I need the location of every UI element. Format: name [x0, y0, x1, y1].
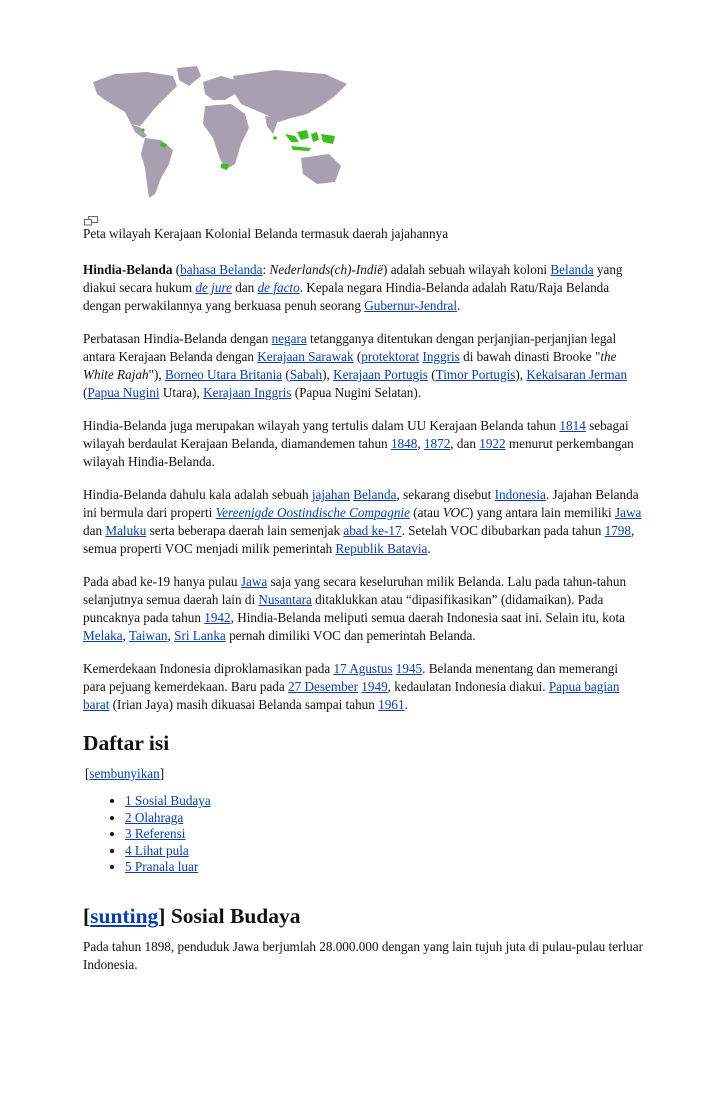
link-1961[interactable]: 1961	[378, 697, 405, 712]
link-melaka[interactable]: Melaka	[83, 628, 123, 643]
link-1922[interactable]: 1922	[479, 436, 506, 451]
toc-link-pranala-luar[interactable]: 5 Pranala luar	[125, 859, 199, 874]
link-1798[interactable]: 1798	[604, 523, 631, 538]
link-1945[interactable]: 1945	[395, 661, 423, 676]
link-belanda-2[interactable]: Belanda	[353, 487, 397, 502]
toc-hide-link[interactable]: sembunyikan	[89, 766, 160, 781]
toc-list	[83, 793, 643, 876]
toc-link-sosial-budaya[interactable]: 1 Sosial Budaya	[125, 793, 211, 808]
link-papua-nugini[interactable]: Papua Nugini	[87, 385, 160, 400]
link-indonesia[interactable]: Indonesia	[494, 487, 546, 502]
link-jajahan[interactable]: jajahan	[311, 487, 350, 502]
paragraph-law: Hindia-Belanda juga merupakan wilayah yang tertulis dalam UU Kerajaan Belanda tahun 1814 sebagai wilayah berdaulat Kerajaan Belanda, diamandemen tahun 1848, 1872, dan 1922 menurut perkembangan wilayah Hindia-Belanda.	[83, 418, 634, 469]
link-de-jure[interactable]: de jure	[195, 280, 232, 295]
link-1814[interactable]: 1814	[559, 418, 586, 433]
enlarge-icon[interactable]	[84, 216, 98, 226]
link-bahasa-belanda[interactable]: bahasa Belanda	[180, 262, 263, 277]
section-heading-sosial-budaya: [sunting] Sosial Budaya	[83, 903, 301, 928]
toc-item	[125, 793, 643, 810]
link-republik-batavia[interactable]: Republik Batavia	[335, 541, 428, 556]
toc-toggle: [sembunyikan]	[85, 766, 165, 781]
link-taiwan[interactable]: Taiwan	[128, 628, 168, 643]
toc-item	[125, 826, 643, 843]
link-1848[interactable]: 1848	[390, 436, 418, 451]
link-jawa-2[interactable]: Jawa	[240, 574, 268, 589]
link-nusantara[interactable]: Nusantara	[258, 592, 312, 607]
link-1942[interactable]: 1942	[204, 610, 231, 625]
link-27-desember[interactable]: 27 Desember	[288, 679, 358, 694]
link-borneo-utara[interactable]: Borneo Utara Britania	[164, 367, 283, 382]
link-kerajaan-portugis[interactable]: Kerajaan Portugis	[333, 367, 428, 382]
paragraph-history: Hindia-Belanda dahulu kala adalah sebuah jajahan Belanda, sekarang disebut Indonesia. Jajahan Belanda ini bermula dari properti Vereenigde Oostindische Compagnie (atau VOC) yang antara lain memiliki Jawa dan Maluku serta beberapa daerah lain semenjak abad ke-17. Setelah VOC dibubarkan pada tahun 1798, semua properti VOC menjadi milik pemerintah Republik Batavia.	[83, 487, 642, 556]
link-abad-ke-17[interactable]: abad ke-17	[343, 523, 402, 538]
link-sri-lanka[interactable]: Sri Lanka	[174, 628, 226, 643]
link-negara[interactable]: negara	[271, 331, 307, 346]
toc-item	[125, 810, 643, 827]
map-caption: Peta wilayah Kerajaan Kolonial Belanda termasuk daerah jajahannya	[83, 226, 449, 241]
paragraph-independence: Kemerdekaan Indonesia diproklamasikan pada 17 Agustus 1945. Belanda menentang dan memerangi para pejuang kemerdekaan. Baru pada 27 Desember 1949, kedaulatan Indonesia diakui. Papua bagian barat (Irian Jaya) masih dikuasai Belanda sampai tahun 1961.	[83, 661, 620, 712]
paragraph-intro: Hindia-Belanda (bahasa Belanda: Nederlands(ch)-Indië) adalah sebuah wilayah koloni Belanda yang diakui secara hukum de jure dan de facto. Kepala negara Hindia-Belanda adalah Ratu/Raja Belanda dengan perwakilannya yang berkuasa penuh seorang Gubernur-Jendral.	[83, 262, 623, 313]
link-17-agustus[interactable]: 17 Agustus	[333, 661, 393, 676]
link-de-facto[interactable]: de facto	[257, 280, 300, 295]
toc-link-lihat-pula[interactable]: 4 Lihat pula	[125, 842, 189, 858]
link-kerajaan-inggris[interactable]: Kerajaan Inggris	[203, 385, 292, 400]
edit-section-link[interactable]: sunting	[90, 903, 159, 928]
link-gubernur-jendral[interactable]: Gubernur-Jendral	[364, 298, 457, 313]
link-timor-portugis[interactable]: Timor Portugis	[435, 367, 516, 382]
link-voc[interactable]: Vereenigde Oostindische Compagnie	[215, 505, 410, 520]
world-map-image[interactable]	[85, 60, 353, 210]
toc-link-referensi[interactable]: 3 Referensi	[125, 826, 186, 841]
toc-item	[125, 843, 643, 860]
link-protektorat[interactable]: protektorat	[361, 349, 420, 364]
toc-item	[125, 859, 643, 876]
paragraph-sosial-budaya: Pada tahun 1898, penduduk Jawa berjumlah 28.000.000 dengan yang lain tujuh juta di pulau-pulau terluar Indonesia.	[83, 938, 643, 972]
link-1949[interactable]: 1949	[361, 679, 388, 694]
link-sabah[interactable]: Sabah	[289, 367, 323, 382]
link-kerajaan-sarawak[interactable]: Kerajaan Sarawak	[257, 349, 354, 364]
toc-link-olahraga[interactable]: 2 Olahraga	[125, 809, 184, 825]
link-papua-bagian-barat[interactable]: Papua bagian barat	[83, 679, 620, 712]
link-1872[interactable]: 1872	[423, 436, 451, 451]
paragraph-expansion: Pada abad ke-19 hanya pulau Jawa saja yang secara keseluruhan milik Belanda. Lalu pada tahun-tahun selanjutnya semua daerah lain di Nusantara ditaklukkan atau “dipasifikasikan” (didamaikan). Pada puncaknya pada tahun 1942, Hindia-Belanda meliputi semua daerah Indonesia saat ini. Selain itu, kota Melaka, Taiwan, Sri Lanka pernah dimiliki VOC dan pemerintah Belanda.	[83, 574, 627, 643]
link-belanda[interactable]: Belanda	[550, 262, 594, 277]
link-maluku[interactable]: Maluku	[105, 523, 147, 538]
toc-heading: Daftar isi	[83, 731, 170, 755]
article	[83, 60, 643, 989]
link-kekaisaran-jerman[interactable]: Kekaisaran Jerman	[526, 367, 628, 382]
paragraph-borders: Perbatasan Hindia-Belanda dengan negara tetangganya ditentukan dengan perjanjian-perjanjian legal antara Kerajaan Belanda dengan Kerajaan Sarawak (protektorat Inggris di bawah dinasti Brooke "the White Rajah"), Borneo Utara Britania (Sabah), Kerajaan Portugis (Timor Portugis), Kekaisaran Jerman (Papua Nugini Utara), Kerajaan Inggris (Papua Nugini Selatan).	[83, 331, 628, 400]
link-jawa[interactable]: Jawa	[615, 505, 642, 520]
article-subject: Hindia-Belanda	[83, 262, 173, 277]
link-inggris[interactable]: Inggris	[422, 349, 460, 364]
